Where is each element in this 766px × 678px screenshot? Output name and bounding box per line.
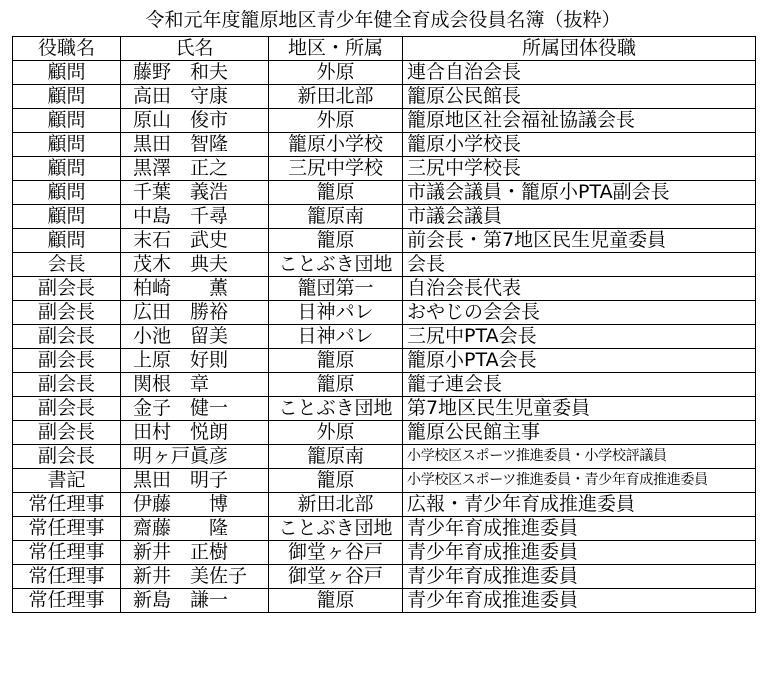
cell-organization-role: 三尻中PTA会長 <box>403 325 756 349</box>
cell-district: ことぶき団地 <box>269 517 403 541</box>
header-position: 役職名 <box>13 37 121 61</box>
cell-organization-role: 三尻中学校長 <box>403 157 756 181</box>
cell-position: 顧問 <box>13 61 121 85</box>
table-row <box>13 325 756 349</box>
cell-position: 会長 <box>13 253 121 277</box>
cell-district: 籠原 <box>269 349 403 373</box>
cell-organization-role: 小学校区スポーツ推進委員・青少年育成推進委員 <box>403 469 756 493</box>
cell-district: 新田北部 <box>269 493 403 517</box>
cell-name: 新井 美佐子 <box>121 565 269 589</box>
cell-district: 籠原小学校 <box>269 133 403 157</box>
cell-district: 籠団第一 <box>269 277 403 301</box>
cell-name: 藤野 和夫 <box>121 61 269 85</box>
table-row <box>13 493 756 517</box>
table-row <box>13 301 756 325</box>
document-title: 令和元年度籠原地区青少年健全育成会役員名簿（抜粋） <box>145 9 621 31</box>
cell-name: 黒田 智隆 <box>121 133 269 157</box>
header-name: 氏名 <box>121 37 269 61</box>
table-row <box>13 157 756 181</box>
cell-name: 金子 健一 <box>121 397 269 421</box>
cell-organization-role: 籠原公民館主事 <box>403 421 756 445</box>
cell-name: 上原 好則 <box>121 349 269 373</box>
cell-position: 顧問 <box>13 133 121 157</box>
table-row <box>13 469 756 493</box>
cell-organization-role: 自治会長代表 <box>403 277 756 301</box>
cell-district: 籠原南 <box>269 445 403 469</box>
cell-position: 顧問 <box>13 229 121 253</box>
table-row <box>13 229 756 253</box>
table-row <box>13 133 756 157</box>
cell-district: 籠原 <box>269 373 403 397</box>
cell-district: 籠原 <box>269 469 403 493</box>
cell-name: 新井 正樹 <box>121 541 269 565</box>
cell-district: 外原 <box>269 421 403 445</box>
cell-name: 田村 悦朗 <box>121 421 269 445</box>
cell-district: 籠原 <box>269 181 403 205</box>
table-row <box>13 397 756 421</box>
cell-name: 関根 章 <box>121 373 269 397</box>
cell-position: 副会長 <box>13 349 121 373</box>
table-row <box>13 205 756 229</box>
cell-organization-role: 籠子連会長 <box>403 373 756 397</box>
cell-organization-role: 青少年育成推進委員 <box>403 589 756 613</box>
cell-organization-role: 青少年育成推進委員 <box>403 541 756 565</box>
cell-position: 常任理事 <box>13 541 121 565</box>
table-row <box>13 109 756 133</box>
header-organization-role: 所属団体役職 <box>403 37 756 61</box>
cell-organization-role: 籠原公民館長 <box>403 85 756 109</box>
cell-name: 中島 千尋 <box>121 205 269 229</box>
cell-position: 常任理事 <box>13 589 121 613</box>
cell-position: 副会長 <box>13 301 121 325</box>
cell-name: 広田 勝裕 <box>121 301 269 325</box>
table-row <box>13 277 756 301</box>
cell-name: 小池 留美 <box>121 325 269 349</box>
officer-table <box>12 36 756 613</box>
table-row <box>13 541 756 565</box>
cell-position: 副会長 <box>13 277 121 301</box>
cell-organization-role: 市議会議員 <box>403 205 756 229</box>
cell-position: 常任理事 <box>13 493 121 517</box>
cell-name: 齋藤 隆 <box>121 517 269 541</box>
cell-organization-role: 籠原地区社会福祉協議会長 <box>403 109 756 133</box>
cell-name: 千葉 義浩 <box>121 181 269 205</box>
cell-position: 副会長 <box>13 397 121 421</box>
table-row <box>13 349 756 373</box>
table-row <box>13 85 756 109</box>
cell-district: 籠原南 <box>269 205 403 229</box>
header-district: 地区・所属 <box>269 37 403 61</box>
table-row <box>13 253 756 277</box>
cell-organization-role: 青少年育成推進委員 <box>403 517 756 541</box>
cell-name: 明ヶ戸眞彦 <box>121 445 269 469</box>
table-row <box>13 517 756 541</box>
cell-district: ことぶき団地 <box>269 397 403 421</box>
table-row <box>13 565 756 589</box>
cell-organization-role: 籠原小学校長 <box>403 133 756 157</box>
cell-organization-role: 青少年育成推進委員 <box>403 565 756 589</box>
cell-district: 日神パレ <box>269 325 403 349</box>
cell-organization-role: 会長 <box>403 253 756 277</box>
table-row <box>13 445 756 469</box>
cell-name: 茂木 典夫 <box>121 253 269 277</box>
table-row <box>13 589 756 613</box>
cell-position: 顧問 <box>13 157 121 181</box>
table-row <box>13 181 756 205</box>
cell-district: 籠原 <box>269 589 403 613</box>
cell-organization-role: 市議会議員・籠原小PTA副会長 <box>403 181 756 205</box>
cell-name: 末石 武史 <box>121 229 269 253</box>
cell-district: 外原 <box>269 109 403 133</box>
cell-position: 副会長 <box>13 325 121 349</box>
cell-position: 副会長 <box>13 445 121 469</box>
cell-organization-role: 連合自治会長 <box>403 61 756 85</box>
cell-organization-role: 第7地区民生児童委員 <box>403 397 756 421</box>
table-body <box>13 61 756 613</box>
cell-name: 伊藤 博 <box>121 493 269 517</box>
cell-position: 副会長 <box>13 373 121 397</box>
cell-name: 新島 謙一 <box>121 589 269 613</box>
cell-name: 原山 俊市 <box>121 109 269 133</box>
cell-name: 黒田 明子 <box>121 469 269 493</box>
cell-district: 御堂ヶ谷戸 <box>269 541 403 565</box>
cell-organization-role: 小学校区スポーツ推進委員・小学校評議員 <box>403 445 756 469</box>
cell-district: 日神パレ <box>269 301 403 325</box>
cell-district: 三尻中学校 <box>269 157 403 181</box>
cell-organization-role: 前会長・第7地区民生児童委員 <box>403 229 756 253</box>
cell-position: 顧問 <box>13 85 121 109</box>
cell-position: 副会長 <box>13 421 121 445</box>
cell-position: 顧問 <box>13 205 121 229</box>
cell-district: ことぶき団地 <box>269 253 403 277</box>
table-row <box>13 61 756 85</box>
cell-name: 黒澤 正之 <box>121 157 269 181</box>
table-header-row <box>13 37 756 61</box>
cell-organization-role: おやじの会会長 <box>403 301 756 325</box>
cell-name: 高田 守康 <box>121 85 269 109</box>
cell-position: 常任理事 <box>13 565 121 589</box>
cell-district: 外原 <box>269 61 403 85</box>
cell-position: 書記 <box>13 469 121 493</box>
cell-district: 御堂ヶ谷戸 <box>269 565 403 589</box>
cell-district: 新田北部 <box>269 85 403 109</box>
cell-organization-role: 籠原小PTA会長 <box>403 349 756 373</box>
cell-position: 顧問 <box>13 109 121 133</box>
table-row <box>13 373 756 397</box>
cell-district: 籠原 <box>269 229 403 253</box>
cell-position: 常任理事 <box>13 517 121 541</box>
cell-organization-role: 広報・青少年育成推進委員 <box>403 493 756 517</box>
cell-position: 顧問 <box>13 181 121 205</box>
table-row <box>13 421 756 445</box>
cell-name: 柏崎 薫 <box>121 277 269 301</box>
